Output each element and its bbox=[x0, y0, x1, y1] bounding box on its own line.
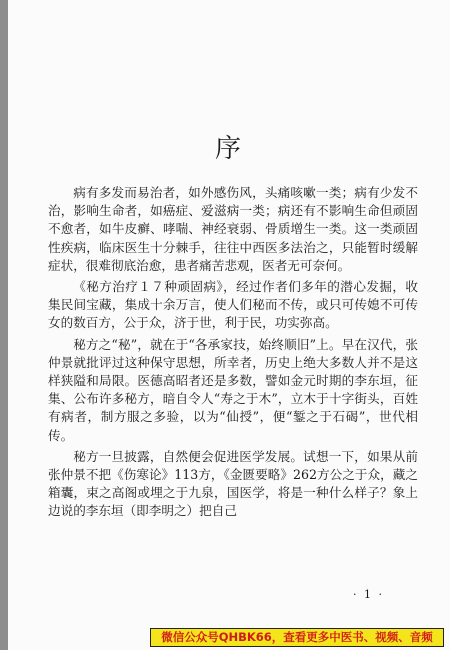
viewer-left-gutter bbox=[0, 0, 8, 650]
body-text bbox=[48, 184, 418, 524]
paragraph-4: 秘方一旦披露，自然便会促进医学发展。试想一下，如果从前张仲景不把《伤寒论》113方，《金匮要略》262方公之于众，藏之箱囊，束之高阁或埋之于九泉，国医学，将是一种什么样子？象上边说的李东垣（即李明之）把自己 bbox=[48, 448, 418, 519]
page-number: · 1 · bbox=[353, 588, 384, 601]
document-page bbox=[8, 0, 450, 650]
page-title: 序 bbox=[214, 134, 243, 164]
paragraph-3: 秘方之“秘”，就在于“各承家技，始终顺旧”上。早在汉代，张仲景就批评过这种保守思想，所幸者，历史上绝大多数人并不是这样狭隘和局限。医德高昭者还是多数，譬如金元时期的李东垣，征集、公布许多秘方，暗自令人“寿之于木”，立木于十字街头，百姓有病者，制方服之多验，以为“仙授”，便“錾之于石碣”，世代相传。 bbox=[48, 336, 418, 443]
watermark-banner: 微信公众号QHBK66，查看更多中医书、视频、音频 bbox=[150, 628, 444, 647]
paragraph-1: 病有多发而易治者，如外感伤风，头痛咳嗽一类；病有少发不治，影响生命者，如癌症、爱滋病一类；病还有不影响生命但顽固不愈者，如牛皮癣、哮喘、神经衰弱、骨质增生一类。这一类顽固性疾病，临床医生十分棘手，往往中西医多法治之，只能暂时缓解症状，很难彻底治愈，患者痛苦悲观，医者无可奈何。 bbox=[48, 185, 418, 273]
paragraph-2: 《秘方治疗１７种顽固病》，经过作者们多年的潜心发掘，收集民间宝藏，集成十余万言，使人们秘而不传，或只可传媳不可传女的数百方，公于众，济于世，利于民，功实弥高。 bbox=[48, 279, 418, 331]
